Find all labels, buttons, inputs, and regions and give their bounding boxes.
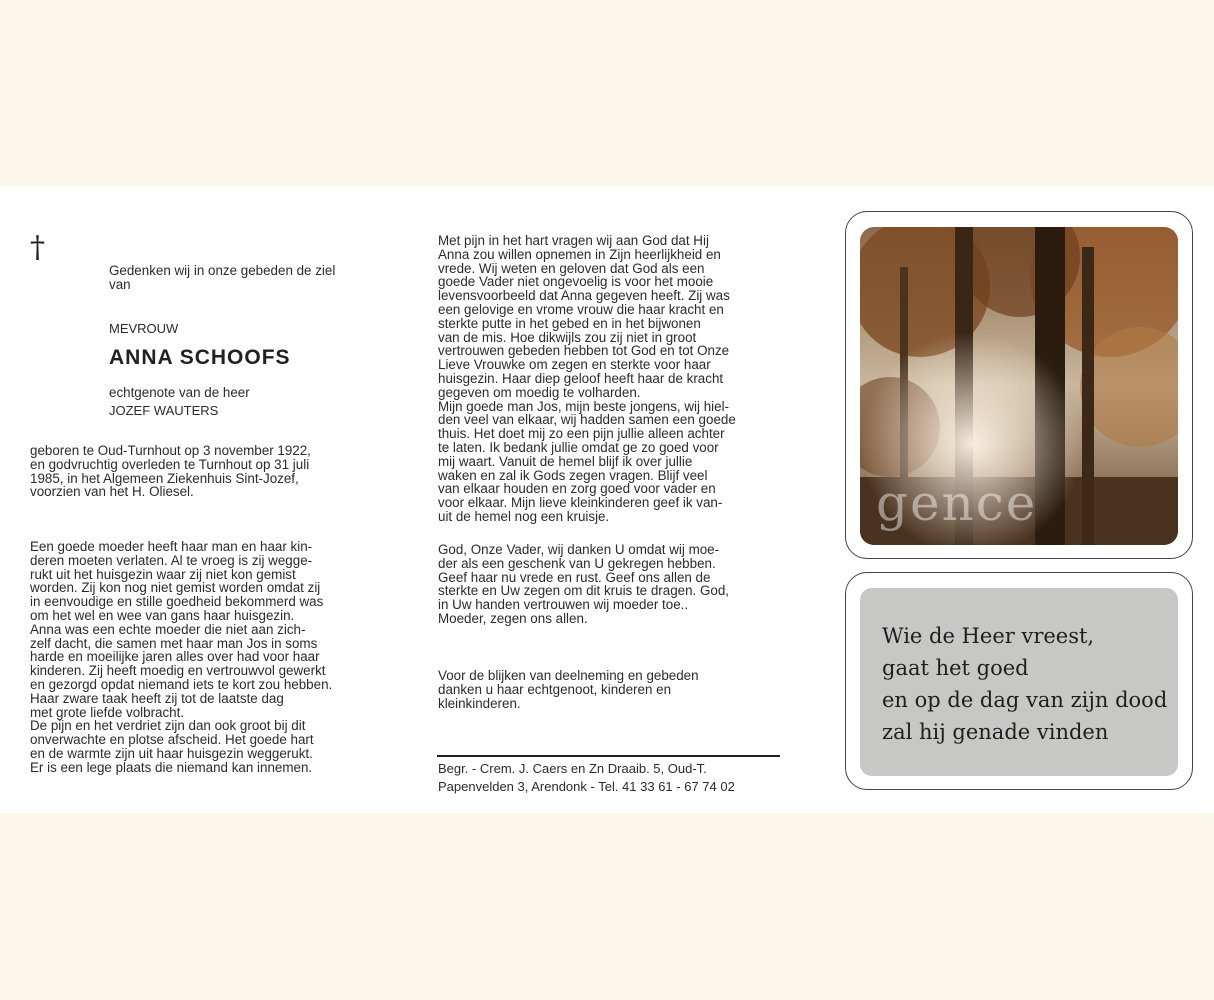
scripture-quote <box>882 620 1178 748</box>
undertaker-line-1: Begr. - Crem. J. Caers en Zn Draaib. 5, Oud-T. <box>438 761 707 776</box>
title-mevrouw: MEVROUW <box>109 321 179 336</box>
cross-icon: † <box>30 230 45 265</box>
undertaker-line-2: Papenvelden 3, Arendonk - Tel. 41 33 61 - 67 74 02 <box>438 779 735 794</box>
divider <box>437 755 780 757</box>
quote-line: gaat het goed <box>882 656 1029 680</box>
quote-line: Wie de Heer vreest, <box>882 624 1095 648</box>
quote-line: en op de dag van zijn dood <box>882 688 1168 712</box>
memorial-card <box>0 186 1214 813</box>
spouse-label: echtgenote van de heer <box>109 385 250 400</box>
closing-prayer-text: God, Onze Vader, wij danken U omdat wij moe- der als een geschenk van U gekregen hebben. Geef haar nu vrede en rust. Geef ons allen de sterkte en Uw zegen om dit kruis te dragen. God, in Uw handen vertrouwen wij moeder toe.. Moeder, zegen ons allen. <box>438 542 730 626</box>
deceased-name: ANNA SCHOOFS <box>109 346 291 369</box>
thanks-text: Voor de blijken van deelneming en gebeden danken u haar echtgenoot, kinderen en kleinkinderen. <box>438 668 699 711</box>
spouse-name: JOZEF WAUTERS <box>109 403 219 418</box>
intro-text: Gedenken wij in onze gebeden de ziel van <box>109 263 336 292</box>
watermark: gence <box>876 474 1038 532</box>
eulogy-text: Een goede moeder heeft haar man en haar kin- deren moeten verlaten. Al te vroeg is zij wegge- rukt uit het huisgezin waar zij niet kon gemist worden. Zij kon nog niet gemist worden omdat zij in eenvoudige en stille goedheid bekommerd was om het wel en wee van gans haar huisgezin. Anna was een echte moeder die niet aan zich- zelf dacht, die samen met haar man Jos in soms harde en moeilijke jaren alles over had voor haar kinderen. Zij heeft moedig en vertrouwvol gewerkt en gezorgd opdat niemand iets te kort zou hebben. Haar zware taak heeft zij tot de laatste dag met grote liefde volbracht. De pijn en het verdriet zijn dan ook groot bij dit onverwachte en plotse afscheid. Het goede hart en de warmte zijn uit haar huisgezin weggerukt. Er is een lege plaats die niemand kan innemen. <box>30 539 333 775</box>
birth-death-text: geboren te Oud-Turnhout op 3 november 1922, en godvruchtig overleden te Turnhout op 31 juli 1985, in het Algemeen Ziekenhuis Sint-Jozef, voorzien van het H. Oliesel. <box>30 443 311 500</box>
quote-line: zal hij genade vinden <box>882 720 1109 744</box>
prayer-text: Met pijn in het hart vragen wij aan God dat Hij Anna zou willen opnemen in Zijn heerlijkheid en vrede. Wij weten en geloven dat God als een goede Vader niet ongevoelig is voor het mooie levensvoorbeeld dat Anna gegeven heeft. Zij was een gelovige en vrome vrouw die haar kracht en sterkte putte in het gebed en in het bijwonen van de mis. Hoe dikwijls zou zij niet in groot vertrouwen gebeden hebben tot God en tot Onze Lieve Vrouwke om zegen en sterkte voor haar huisgezin. Haar diep geloof heeft haar de kracht gegeven om moedig te volharden. Mijn goede man Jos, mijn beste jongens, wij hiel- den veel van elkaar, wij hadden samen een goede thuis. Het doet mij zo een pijn jullie alleen achter te laten. Ik bedank jullie omdat ge zo goed voor mij waart. Vanuit de hemel blijf ik over jullie waken en zal ik Gods zegen vragen. Blijf veel van elkaar houden en zorg goed voor vader en voor elkaar. Mijn lieve kleinkinderen geef ik van- uit de hemel nog een kruisje. <box>438 233 736 524</box>
